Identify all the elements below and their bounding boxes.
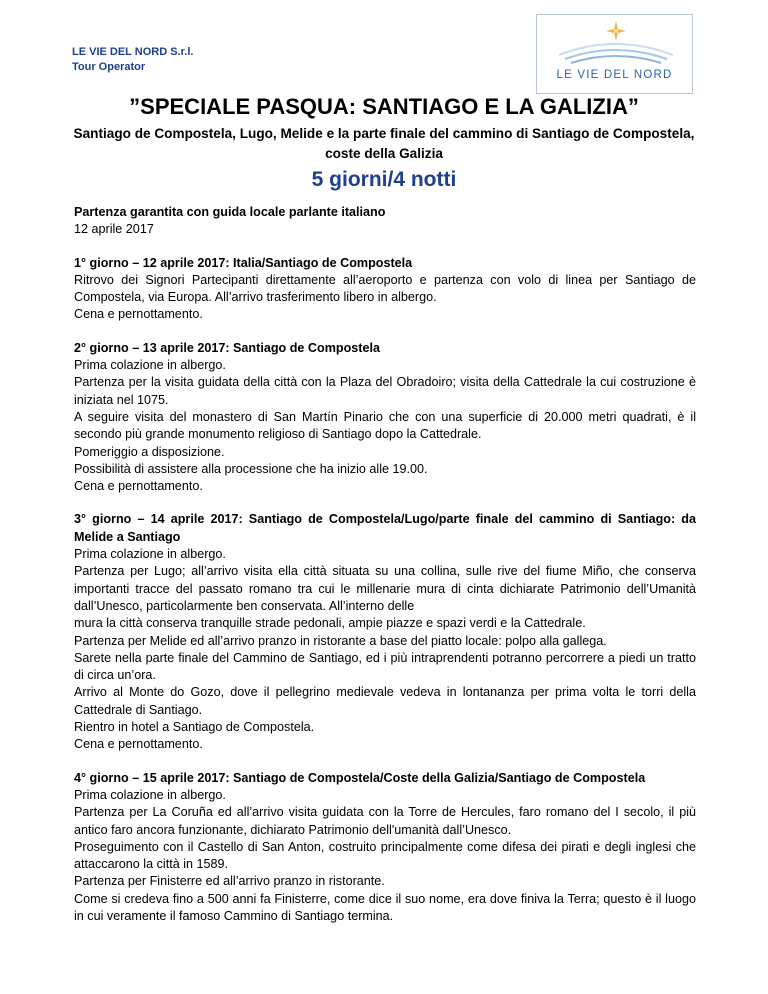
day4-text: Proseguimento con il Castello di San Anton, costruito principalmente come difesa dei pirati e degli inglesi che attaccarono la città in 1589. bbox=[74, 839, 696, 872]
day3-heading: 3° giorno – 14 aprile 2017: Santiago de Compostela/Lugo/parte finale del cammino di Santiago: da Melide a Santiago bbox=[74, 512, 696, 544]
day3-text: Arrivo al Monte do Gozo, dove il pellegrino medievale vedeva in lontananza per prima volta le torri della Cattedrale di Santiago. bbox=[74, 685, 696, 717]
day1-text: Ritrovo dei Signori Partecipanti direttamente all’aeroporto e partenza con volo di linea per Santiago de Compostela, via Europa. All’arrivo trasferimento libero in albergo. bbox=[74, 272, 696, 305]
day2-heading: 2° giorno – 13 aprile 2017: Santiago de Compostela bbox=[74, 340, 380, 355]
day3-text: Prima colazione in albergo. bbox=[74, 547, 226, 562]
compass-star-icon bbox=[537, 15, 693, 94]
day4-text: Come si credeva fino a 500 anni fa Finisterre, come dice il suo nome, era dove finiva la Terra; questo è il luogo in cui veramente il famoso Cammino di Santiago termina. bbox=[74, 891, 696, 923]
company-info bbox=[72, 45, 193, 75]
day2-text: Possibilità di assistere alla processione che ha inizio alle 19.00. bbox=[74, 461, 428, 476]
day2-text: Cena e pernottamento. bbox=[74, 479, 203, 494]
day4-heading: 4° giorno – 15 aprile 2017: Santiago de Compostela/Coste della Galizia/Santiago de Compostela bbox=[74, 770, 646, 785]
day4-text: Partenza per Finisterre ed all’arrivo pranzo in ristorante. bbox=[74, 874, 385, 889]
day3-text: Partenza per Lugo; all’arrivo visita ella città situata su una collina, sulle rive del fiume Miño, che conserva importanti tracce del passato romano tra cui le millenarie mura di cinta dichiarate Patrimonio dell’Umanità dall’Unesco, particolarmente ben conservata. All’interno delle bbox=[74, 564, 696, 613]
departure-heading: Partenza garantita con guida locale parlante italiano bbox=[74, 205, 386, 219]
day2-text: Partenza per la visita guidata della città con la Plaza del Obradoiro; visita della Cattedrale la cui costruzione è iniziata nel 1075. bbox=[74, 375, 696, 407]
day3-text: Partenza per Melide ed all’arrivo pranzo in ristorante a base del piatto locale: polpo alla gallega. bbox=[74, 633, 607, 648]
company-logo bbox=[536, 14, 693, 94]
day3-text: Sarete nella parte finale del Cammino de Santiago, ed i più intraprendenti potranno percorrere a piedi un tratto di circa un’ora. bbox=[74, 650, 696, 683]
day1-text: Cena e pernottamento. bbox=[74, 307, 203, 322]
day2-text: Prima colazione in albergo. bbox=[74, 358, 226, 373]
company-type: Tour Operator bbox=[72, 61, 146, 73]
page-title: ”SPECIALE PASQUA: SANTIAGO E LA GALIZIA” bbox=[129, 94, 639, 119]
departure-date: 12 aprile 2017 bbox=[74, 222, 154, 237]
day3-text: Rientro in hotel a Santiago de Compostela. bbox=[74, 720, 315, 735]
page-subtitle: Santiago de Compostela, Lugo, Melide e la parte finale del cammino di Santiago de Compostela, coste della Galizia bbox=[73, 126, 695, 161]
day3-text: mura la città conserva tranquille strade pedonali, ampie piazze e spazi verdi e la Cattedrale. bbox=[74, 616, 586, 631]
company-name: LE VIE DEL NORD S.r.l. bbox=[72, 46, 194, 58]
day2-text: A seguire visita del monastero di San Martín Pinario che con una superficie di 20.000 metri quadrati, è il secondo più grande monumento religioso di Santiago dopo la Cattedrale. bbox=[74, 409, 696, 442]
day4-text: Prima colazione in albergo. bbox=[74, 787, 226, 802]
day2-text: Pomeriggio a disposizione. bbox=[74, 444, 225, 459]
day3-text: Cena e pernottamento. bbox=[74, 737, 203, 752]
itinerary-body bbox=[74, 204, 696, 925]
day4-text: Partenza per La Coruña ed all’arrivo visita guidata con la Torre de Hercules, faro romano del I secolo, il più antico faro ancora funzionante, dichiarato Patrimonio dell'umanità dall’Unesco. bbox=[74, 805, 696, 837]
logo-text: LE VIE DEL NORD bbox=[556, 69, 673, 81]
trip-duration: 5 giorni/4 notti bbox=[311, 168, 457, 191]
day1-heading: 1° giorno – 12 aprile 2017: Italia/Santiago de Compostela bbox=[74, 255, 413, 270]
